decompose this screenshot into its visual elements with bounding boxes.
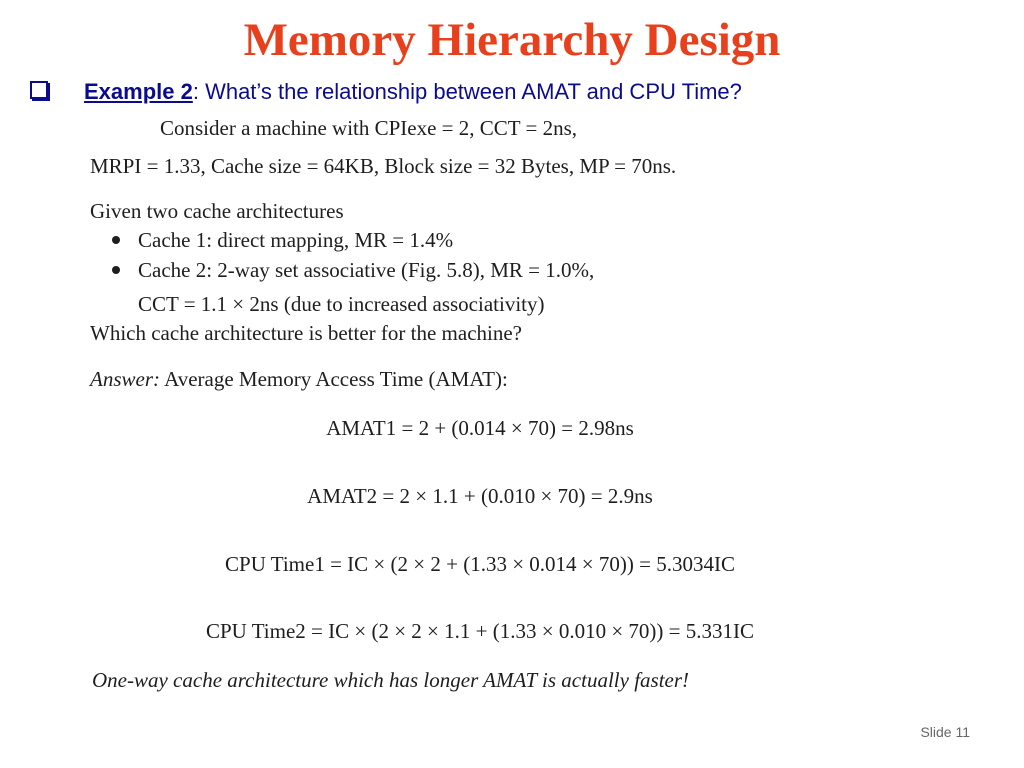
checkbox-bullet-icon (30, 81, 48, 99)
conclusion-text: One-way cache architecture which has longer AMAT is actually faster! (92, 668, 690, 692)
answer-text: Average Memory Access Time (AMAT): (164, 367, 508, 391)
machine-params-line-2: MRPI = 1.33, Cache size = 64KB, Block size = 32 Bytes, MP = 70ns. (90, 154, 677, 178)
cache-1-item: Cache 1: direct mapping, MR = 1.4% (138, 228, 454, 252)
slide-title: Memory Hierarchy Design (243, 14, 781, 66)
answer-line (90, 366, 508, 392)
equation-amat-2: AMAT2 = 2 × 1.1 + (0.010 × 70) = 2.9ns (307, 484, 653, 508)
bullet-dot-icon (112, 266, 120, 274)
cache-2-item: Cache 2: 2-way set associative (Fig. 5.8), MR = 1.0%, (138, 258, 595, 282)
equation-amat-1: AMAT1 = 2 + (0.014 × 70) = 2.98ns (326, 416, 634, 440)
given-text: Given two cache architectures (90, 199, 344, 223)
bullet-dot-icon (112, 236, 120, 244)
machine-params-line-1: Consider a machine with CPIexe = 2, CCT = 2ns, (160, 116, 578, 140)
question-text: Which cache architecture is better for the machine? (90, 321, 523, 345)
example-question: : What’s the relationship between AMAT and CPU Time? (192, 79, 742, 104)
example-bullet (30, 78, 742, 106)
cache-2-continuation: CCT = 1.1 × 2ns (due to increased associativity) (138, 292, 545, 316)
equation-cpu-time-2: CPU Time2 = IC × (2 × 2 × 1.1 + (1.33 × 0.010 × 70)) = 5.331IC (205, 619, 755, 643)
example-label: Example 2 (84, 79, 193, 104)
equation-cpu-time-1: CPU Time1 = IC × (2 × 2 + (1.33 × 0.014 × 70)) = 5.3034IC (225, 552, 735, 576)
answer-label: Answer: (90, 367, 160, 391)
slide-number: Slide 11 (920, 724, 970, 740)
